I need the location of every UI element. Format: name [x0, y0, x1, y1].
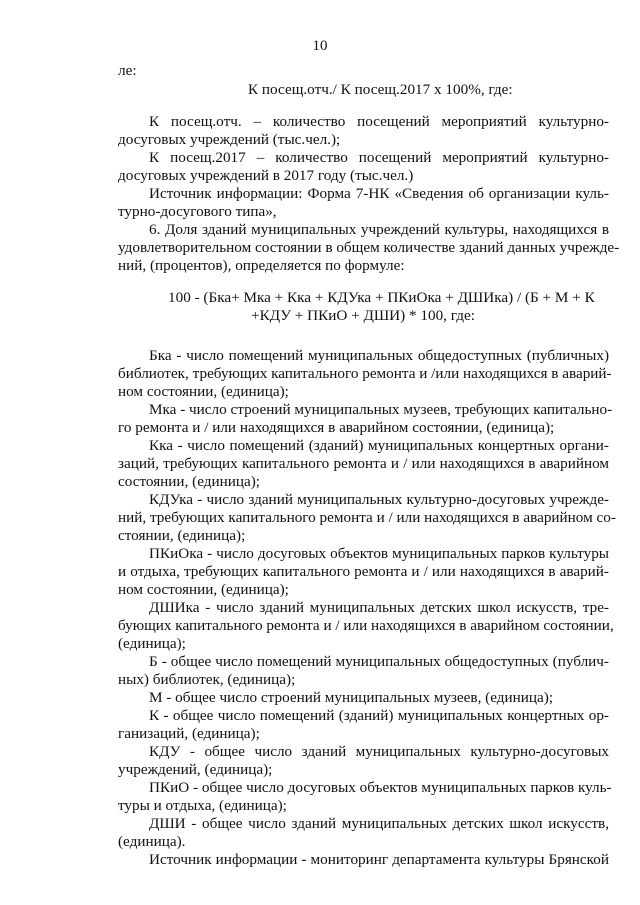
text-line: стоянии, (единица);	[118, 527, 246, 544]
text-line: (единица);	[118, 635, 186, 652]
text-line: ПКиО - общее число досуговых объектов муниципальных парков куль-	[149, 779, 612, 796]
formula-line: 100 - (Бка+ Мка + Кка + КДУка + ПКиОка + ДШИка) / (Б + М + К	[168, 289, 595, 306]
text-line: Источник информации: Форма 7-НК «Сведения об организации куль-	[149, 185, 609, 202]
text-line: состоянии, (единица);	[118, 473, 261, 490]
text-line: турно-досугового типа»,	[118, 203, 277, 220]
text-line: К посещ.отч./ К посещ.2017 х 100%, где:	[248, 81, 513, 98]
text-line: досуговых учреждений в 2017 году (тыс.чел.)	[118, 167, 414, 184]
text-line: 6. Доля зданий муниципальных учреждений культуры, находящихся в	[149, 221, 609, 238]
text-line: ний, (процентов), определяется по формуле:	[118, 257, 405, 274]
text-line: учреждений, (единица);	[118, 761, 273, 778]
text-line: ний, требующих капитального ремонта и / или находящихся в аварийном со-	[118, 509, 616, 526]
text-line: КДУ - общее число зданий муниципальных культурно-досуговых	[149, 743, 609, 760]
text-line: (единица).	[118, 833, 186, 850]
text-line: и отдыха, требующих капитального ремонта и / или находящихся в аварий-	[118, 563, 609, 580]
text-line: ных) библиотек, (единица);	[118, 671, 296, 688]
text-line: Б - общее число помещений муниципальных общедоступных (публич-	[149, 653, 609, 670]
text-line: К посещ.2017 – количество посещений мероприятий культурно-	[149, 149, 609, 166]
text-line: ПКиОка - число досуговых объектов муниципальных парков культуры	[149, 545, 609, 562]
text-line: Источник информации - мониторинг департамента культуры Брянской	[149, 851, 609, 868]
text-line: Бка - число помещений муниципальных общедоступных (публичных)	[149, 347, 609, 364]
text-line: М - общее число строений муниципальных музеев, (единица);	[149, 689, 554, 706]
text-line: К - общее число помещений (зданий) муниципальных концертных ор-	[149, 707, 609, 724]
formula-line: +КДУ + ПКиО + ДШИ) * 100, где:	[251, 307, 475, 324]
text-line: ном состоянии, (единица);	[118, 383, 289, 400]
text-line: ле:	[118, 62, 137, 79]
text-line: К посещ.отч. – количество посещений мероприятий культурно-	[149, 113, 609, 130]
text-line: туры и отдыха, (единица);	[118, 797, 287, 814]
page-number: 10	[312, 38, 328, 54]
text-line: библиотек, требующих капитального ремонта и /или находящихся в аварий-	[118, 365, 612, 382]
text-line: Мка - число строений муниципальных музеев, требующих капитально-	[149, 401, 613, 418]
text-line: удовлетворительном состоянии в общем количестве зданий данных учрежде-	[118, 239, 620, 256]
text-line: го ремонта и / или находящихся в аварийном состоянии, (единица);	[118, 419, 555, 436]
text-line: Кка - число помещений (зданий) муниципальных концертных органи-	[149, 437, 609, 454]
text-line: ДШИка - число зданий муниципальных детских школ искусств, тре-	[149, 599, 609, 616]
text-line: ганизаций, (единица);	[118, 725, 260, 742]
text-line: ДШИ - общее число зданий муниципальных детских школ искусств,	[149, 815, 609, 832]
text-line: досуговых учреждений (тыс.чел.);	[118, 131, 341, 148]
text-line: ном состоянии, (единица);	[118, 581, 289, 598]
text-line: КДУка - число зданий муниципальных культурно-досуговых учрежде-	[149, 491, 609, 508]
text-line: бующих капитального ремонта и / или находящихся в аварийном состоянии,	[118, 617, 614, 634]
text-line: заций, требующих капитального ремонта и / или находящихся в аварийном	[118, 455, 609, 472]
